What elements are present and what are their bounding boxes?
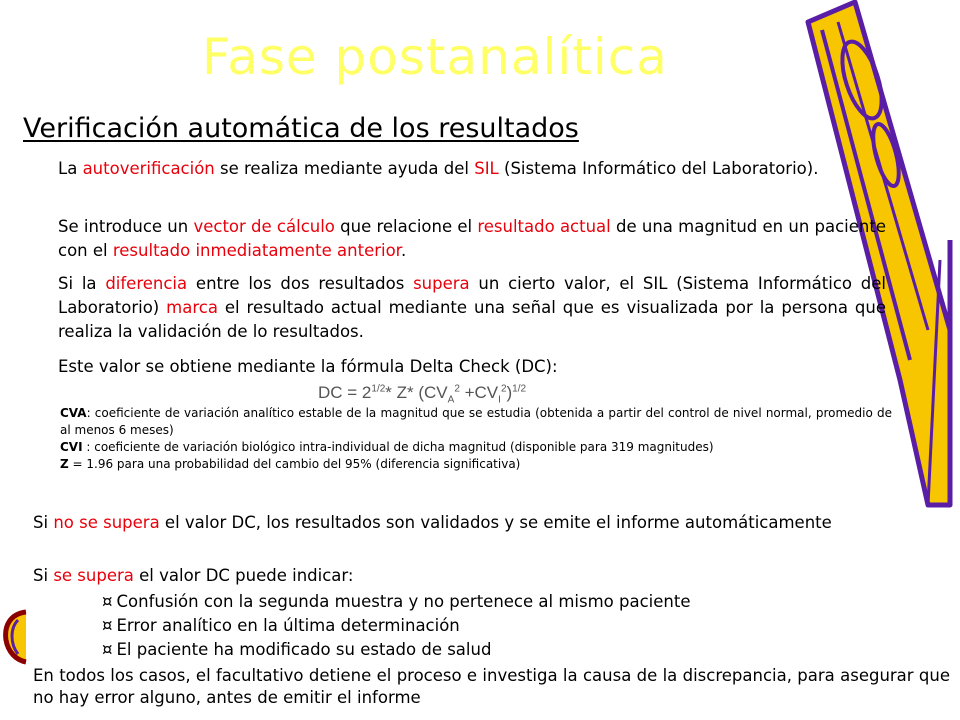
text: Se introduce un xyxy=(58,217,194,236)
formula-part: * Z* (CV xyxy=(385,383,448,402)
definition-text: : coeficiente de variación analítico estable de la magnitud que se estudia (obtenida a partir del control de nivel normal, promedio de al menos 6 meses) xyxy=(60,406,892,437)
bullet-icon: ¤ xyxy=(102,616,113,635)
term: CVI xyxy=(60,440,83,454)
list-item xyxy=(102,615,460,637)
formula-part: A xyxy=(447,394,455,406)
pencil-tip-icon xyxy=(0,606,30,666)
formula-part: DC = 2 xyxy=(318,383,372,402)
text: . xyxy=(400,241,407,260)
text: el valor DC, los resultados son validados y se emite el informe automáticamente xyxy=(159,513,832,532)
highlight-autoverificacion: autoverificación xyxy=(82,159,215,178)
formula-part: I xyxy=(498,394,501,406)
bullet-icon: ¤ xyxy=(102,592,113,611)
formula-part: +CV xyxy=(459,383,499,402)
formula-part: ) xyxy=(506,383,513,402)
definition-text: = 1.96 para una probabilidad del cambio del 95% (diferencia significativa) xyxy=(68,457,521,471)
highlight-se-supera: se supera xyxy=(53,566,134,585)
list-item-text: Confusión con la segunda muestra y no pertenece al mismo paciente xyxy=(116,592,691,611)
text: se realiza mediante ayuda del xyxy=(214,159,475,178)
paragraph-closing: En todos los casos, el facultativo detiene el proceso e investiga la causa de la discrepancia, para asegurar que no hay error alguno, antes de emitir el informe xyxy=(33,666,950,707)
text: Si la xyxy=(58,274,106,293)
text: de una magnitud en un paciente con el xyxy=(58,217,886,260)
bullet-icon: ¤ xyxy=(102,640,113,659)
text: entre los dos resultados xyxy=(187,274,414,293)
paragraph-delta-check: Este valor se obtiene mediante la fórmula Delta Check (DC): xyxy=(58,357,558,376)
definition-text: : coeficiente de variación biológico intra-individual de dicha magnitud (disponible para 319 magnitudes) xyxy=(82,440,714,454)
paragraph-no-supera xyxy=(33,512,950,534)
paragraph-autoverification xyxy=(58,157,886,181)
formula-definitions xyxy=(60,405,892,473)
text: Si xyxy=(33,566,54,585)
highlight-diferencia: diferencia xyxy=(105,274,188,293)
highlight-supera: supera xyxy=(413,274,470,293)
list-item xyxy=(102,639,491,661)
formula-part: 2 xyxy=(454,383,460,395)
highlight-resultado-actual: resultado actual xyxy=(477,217,611,236)
section-subtitle: Verificación automática de los resultados xyxy=(23,113,579,144)
highlight-no-se-supera: no se supera xyxy=(53,513,160,532)
text: que relacione el xyxy=(334,217,478,236)
delta-check-formula xyxy=(318,383,526,405)
term: Z xyxy=(60,457,69,471)
highlight-resultado-anterior: resultado inmediatamente anterior xyxy=(112,241,401,260)
formula-part: 1/2 xyxy=(512,383,527,395)
text: el resultado actual mediante una señal que es visualizada por la persona que realiza la validación de lo resultados. xyxy=(58,298,886,341)
list-item-text: El paciente ha modificado su estado de salud xyxy=(116,640,492,659)
list-item-text: Error analítico en la última determinación xyxy=(116,616,460,635)
term: CVA xyxy=(60,406,87,420)
paragraph-vector xyxy=(58,215,886,263)
formula-part: 1/2 xyxy=(371,383,386,395)
text: Si xyxy=(33,513,54,532)
text: La xyxy=(58,159,83,178)
highlight-marca: marca xyxy=(166,298,218,317)
text: el valor DC puede indicar: xyxy=(133,566,354,585)
formula-part: 2 xyxy=(500,383,507,395)
highlight-sil: SIL xyxy=(474,159,499,178)
definition-cvi xyxy=(60,439,892,456)
text: un cierto valor, el SIL (Sistema Informático del Laboratorio) xyxy=(58,274,886,317)
definition-z xyxy=(60,456,892,473)
list-item xyxy=(102,591,690,613)
paragraph-se-supera xyxy=(33,565,950,587)
definition-cva xyxy=(60,405,892,439)
page-title: Fase postanalítica xyxy=(202,28,668,86)
highlight-vector: vector de cálculo xyxy=(193,217,335,236)
paragraph-diferencia xyxy=(58,272,886,344)
text: (Sistema Informático del Laboratorio). xyxy=(498,159,819,178)
